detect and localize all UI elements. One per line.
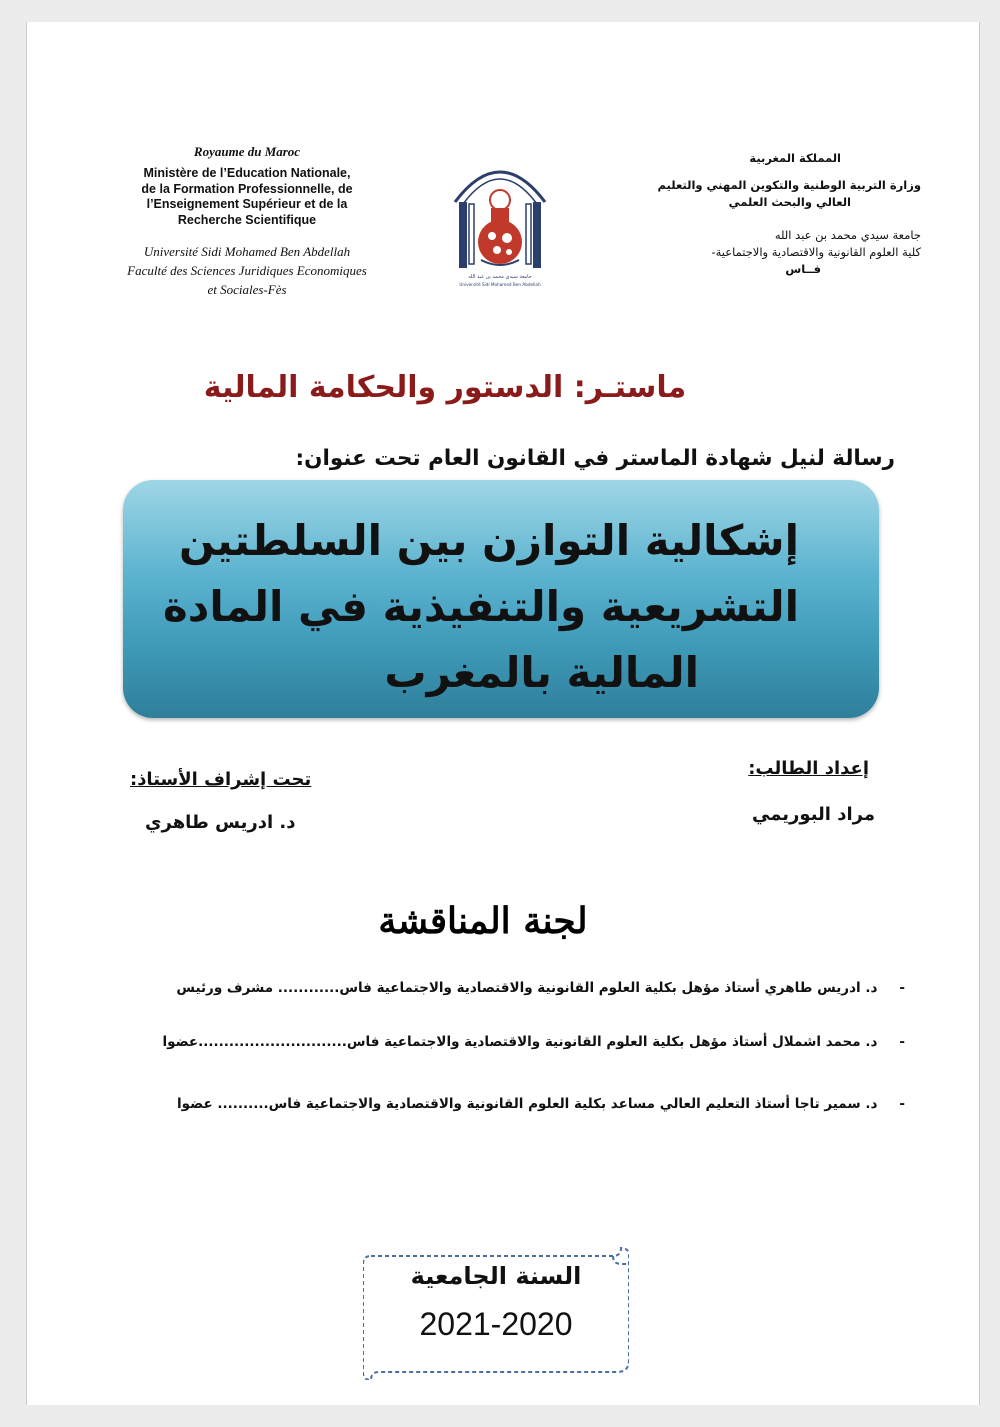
academic-year-label: السنة الجامعية — [410, 1262, 582, 1290]
thesis-title-line: إشكالية التوازن بين السلطتين — [179, 516, 799, 565]
list-bullet: - — [899, 1096, 905, 1112]
master-program-title — [27, 370, 979, 405]
list-bullet: - — [899, 1034, 905, 1050]
fr-kingdom: Royaume du Maroc — [193, 144, 301, 159]
supervisor-name: د. ادريس طاهري — [145, 812, 296, 833]
fr-ministry-line: Ministère de l’Education Nationale, — [143, 166, 351, 180]
committee-title — [27, 900, 979, 944]
logo-caption-fr: Université Sidi Mohamed Ben Abdellah — [459, 282, 541, 287]
logo-caption-ar: جامعة سيدي محمد بن عبد الله — [468, 274, 532, 280]
french-header — [117, 144, 377, 299]
fr-university — [117, 242, 377, 299]
ar-ministry — [621, 177, 921, 211]
committee-member-text: د. محمد اشملال أستاذ مؤهل بكلية العلوم القانونية والاقتصادية والاجتماعية فاس.............................عضوا — [162, 1034, 878, 1050]
fr-ministry-line: l’Enseignement Supérieur et de la — [146, 197, 348, 211]
ar-university-line: جامعة سيدي محمد بن عبد الله — [774, 228, 921, 242]
fr-ministry-line: de la Formation Professionnelle, de — [141, 181, 353, 196]
committee-member — [163, 1034, 905, 1050]
thesis-subtitle: رسالة لنيل شهادة الماستر في القانون العام تحت عنوان: — [295, 446, 895, 471]
university-emblem-icon — [445, 142, 555, 292]
thesis-title-box — [123, 480, 879, 718]
fr-university-line: et Sociales-Fès — [207, 282, 287, 297]
student-label: إعداد الطالب: — [748, 758, 869, 779]
ar-university-line: كلية العلوم القانونية والاقتصادية والاجتماعية- — [711, 245, 921, 259]
list-bullet: - — [899, 980, 905, 996]
committee-member-text: د. سمير تاجا أستاذ التعليم العالي مساعد بكلية العلوم القانونية والاقتصادية والاجتماعية فاس.......... عضوا — [177, 1096, 878, 1112]
thesis-title-line: التشريعية والتنفيذية في المادة — [162, 582, 799, 631]
fr-ministry-line: Recherche Scientifique — [177, 212, 317, 227]
committee-member — [177, 1096, 905, 1112]
committee-member-text: د. ادريس طاهري أستاذ مؤهل بكلية العلوم القانونية والاقتصادية والاجتماعية فاس............ مشرف ورئيس — [176, 980, 878, 996]
academic-year-box — [363, 1242, 629, 1380]
committee-member — [176, 980, 905, 996]
committee-title-text: لجنة المناقشة — [378, 900, 588, 942]
fr-ministry — [117, 166, 377, 228]
thesis-title-line: المالية بالمغرب — [384, 648, 699, 697]
academic-year-value: 2021-2020 — [419, 1306, 573, 1342]
ar-university — [621, 227, 921, 278]
supervisor-label: تحت إشراف الأستاذ: — [130, 769, 312, 790]
ar-ministry-line: وزارة التربية الوطنية والتكوين المهني والتعليم — [657, 178, 921, 192]
arabic-header — [621, 150, 921, 278]
student-name: مراد البوريمي — [752, 804, 875, 825]
document-page — [26, 22, 980, 1405]
ar-ministry-line: العالي والبحث العلمي — [728, 195, 851, 209]
ar-city: فــاس — [785, 262, 821, 276]
master-program-text: ماستـر: الدستور والحكامة المالية — [203, 370, 687, 405]
fr-university-line: Université Sidi Mohamed Ben Abdellah — [143, 244, 351, 259]
fr-university-line: Faculté des Sciences Juridiques Economiques — [127, 263, 367, 278]
ar-kingdom: المملكة المغربية — [749, 151, 841, 165]
